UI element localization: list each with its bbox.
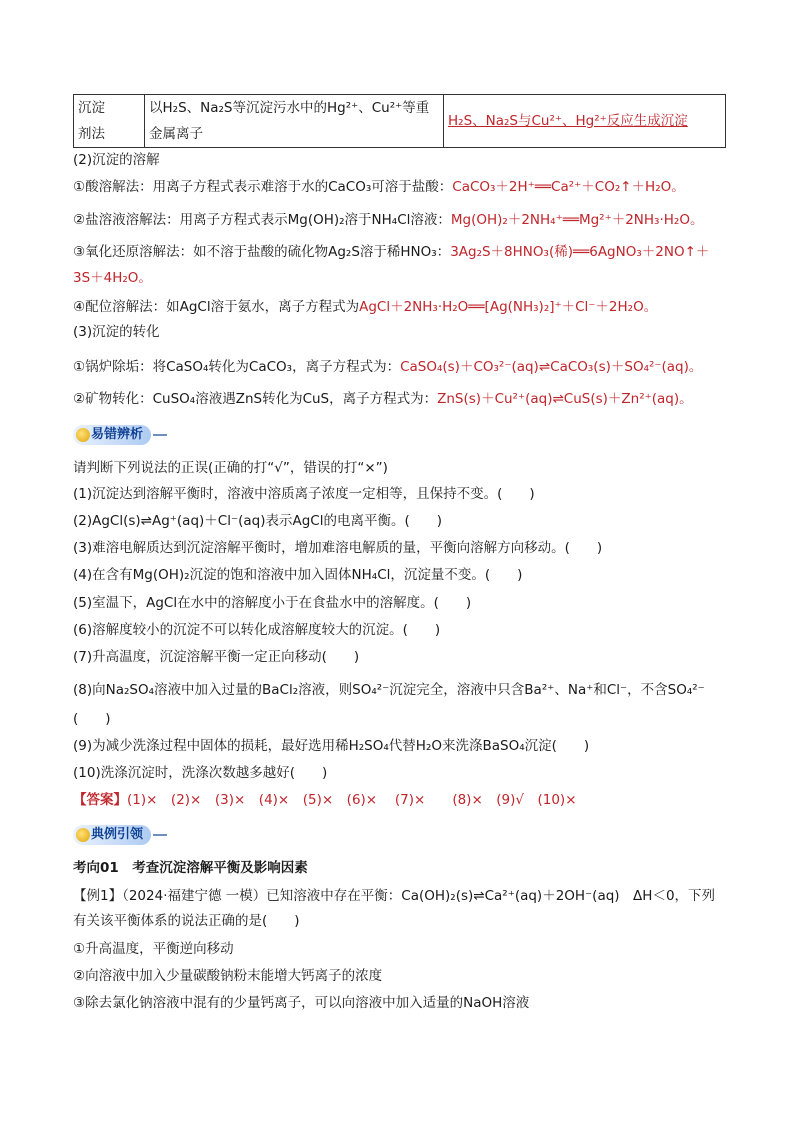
intro-text: 请判断下列说法的正误(正确的打“√”，错误的打“×”)	[73, 460, 388, 476]
badge-error-analysis: 易错辨析	[73, 424, 167, 446]
text-line: 3S＋4H₂O。	[73, 270, 152, 286]
option-item: ②向溶液中加入少量碳酸钠粉末能增大钙离子的浓度	[73, 968, 383, 984]
list-item: (6)溶解度较小的沉淀不可以转化成溶解度较大的沉淀。( )	[73, 622, 441, 638]
option-item: ①升高温度，平衡逆向移动	[73, 941, 234, 957]
method-name-cell: 沉淀 剂法	[74, 95, 145, 148]
text-line: ①锅炉除垢：将CaSO₄转化为CaCO₃，离子方程式为：CaSO₄(s)＋CO₃²⁻(aq)⇌CaCO₃(s)＋SO₄²⁻(aq)。	[73, 359, 703, 375]
list-item: (3)难溶电解质达到沉淀溶解平衡时，增加难溶电解质的量，平衡向溶解方向移动。( )	[73, 540, 603, 556]
text-line: ④配位溶解法：如AgCl溶于氨水，离子方程式为AgCl＋2NH₃·H₂O══[Ag(NH₃)₂]⁺＋Cl⁻＋2H₂O。	[73, 299, 658, 315]
section-title: (2)沉淀的溶解	[73, 152, 160, 168]
list-item: (5)室温下，AgCl在水中的溶解度小于在食盐水中的溶解度。( )	[73, 595, 472, 611]
list-item: (2)AgCl(s)⇌Ag⁺(aq)＋Cl⁻(aq)表示AgCl的电离平衡。( )	[73, 513, 442, 529]
list-item: (7)升高温度，沉淀溶解平衡一定正向移动( )	[73, 649, 360, 665]
text-line: ②盐溶液溶解法：用离子方程式表示Mg(OH)₂溶于NH₄Cl溶液：Mg(OH)₂＋2NH₄⁺══Mg²⁺＋2NH₃·H₂O。	[73, 212, 704, 228]
list-item: (1)沉淀达到溶解平衡时，溶液中溶质离子浓度一定相等，且保持不变。( )	[73, 486, 535, 502]
list-item: (9)为减少洗涤过程中固体的损耗，最好选用稀H₂SO₄代替H₂O来洗涤BaSO₄沉淀( )	[73, 738, 590, 754]
list-item: (8)向Na₂SO₄溶液中加入过量的BaCl₂溶液，则SO₄²⁻沉淀完全，溶液中只含Ba²⁺、Na⁺和Cl⁻，不含SO₄²⁻	[73, 682, 705, 698]
section-title: (3)沉淀的转化	[73, 324, 160, 340]
answer-line: 【答案】(1)× (2)× (3)× (4)× (5)× (6)× (7)× (8)× (9)√ (10)×	[73, 792, 577, 808]
direction-heading: 考向01 考查沉淀溶解平衡及影响因素	[73, 860, 308, 876]
list-item: (10)洗涤沉淀时，洗涤次数越多越好( )	[73, 765, 328, 781]
example-text: 【例1】（2024·福建宁德 一模）已知溶液中存在平衡：Ca(OH)₂(s)⇌Ca²⁺(aq)＋2OH⁻(aq) ΔH＜0，下列	[73, 888, 716, 904]
text-line: ①酸溶解法：用离子方程式表示难溶于水的CaCO₃可溶于盐酸：CaCO₃＋2H⁺══Ca²⁺＋CO₂↑＋H₂O。	[73, 179, 685, 195]
text-line: ②矿物转化：CuSO₄溶液遇ZnS转化为CuS，离子方程式为：ZnS(s)＋Cu²⁺(aq)⇌CuS(s)＋Zn²⁺(aq)。	[73, 391, 693, 407]
text-line: ③氧化还原溶解法：如不溶于盐酸的硫化物Ag₂S溶于稀HNO₃：3Ag₂S＋8HNO₃(稀)══6AgNO₃＋2NO↑＋	[73, 244, 710, 260]
method-desc-cell: 以H₂S、Na₂S等沉淀污水中的Hg²⁺、Cu²⁺等重 金属离子	[145, 95, 444, 148]
example-text: 有关该平衡体系的说法正确的是( )	[73, 913, 300, 929]
badge-typical-example: 典例引领	[73, 824, 167, 846]
list-item: ( )	[73, 711, 111, 727]
precipitation-method-table	[73, 94, 726, 148]
option-item: ③除去氯化钠溶液中混有的少量钙离子，可以向溶液中加入适量的NaOH溶液	[73, 995, 530, 1011]
list-item: (4)在含有Mg(OH)₂沉淀的饱和溶液中加入固体NH₄Cl，沉淀量不变。( )	[73, 567, 523, 583]
method-principle-cell: H₂S、Na₂S与Cu²⁺、Hg²⁺反应生成沉淀	[444, 95, 726, 148]
